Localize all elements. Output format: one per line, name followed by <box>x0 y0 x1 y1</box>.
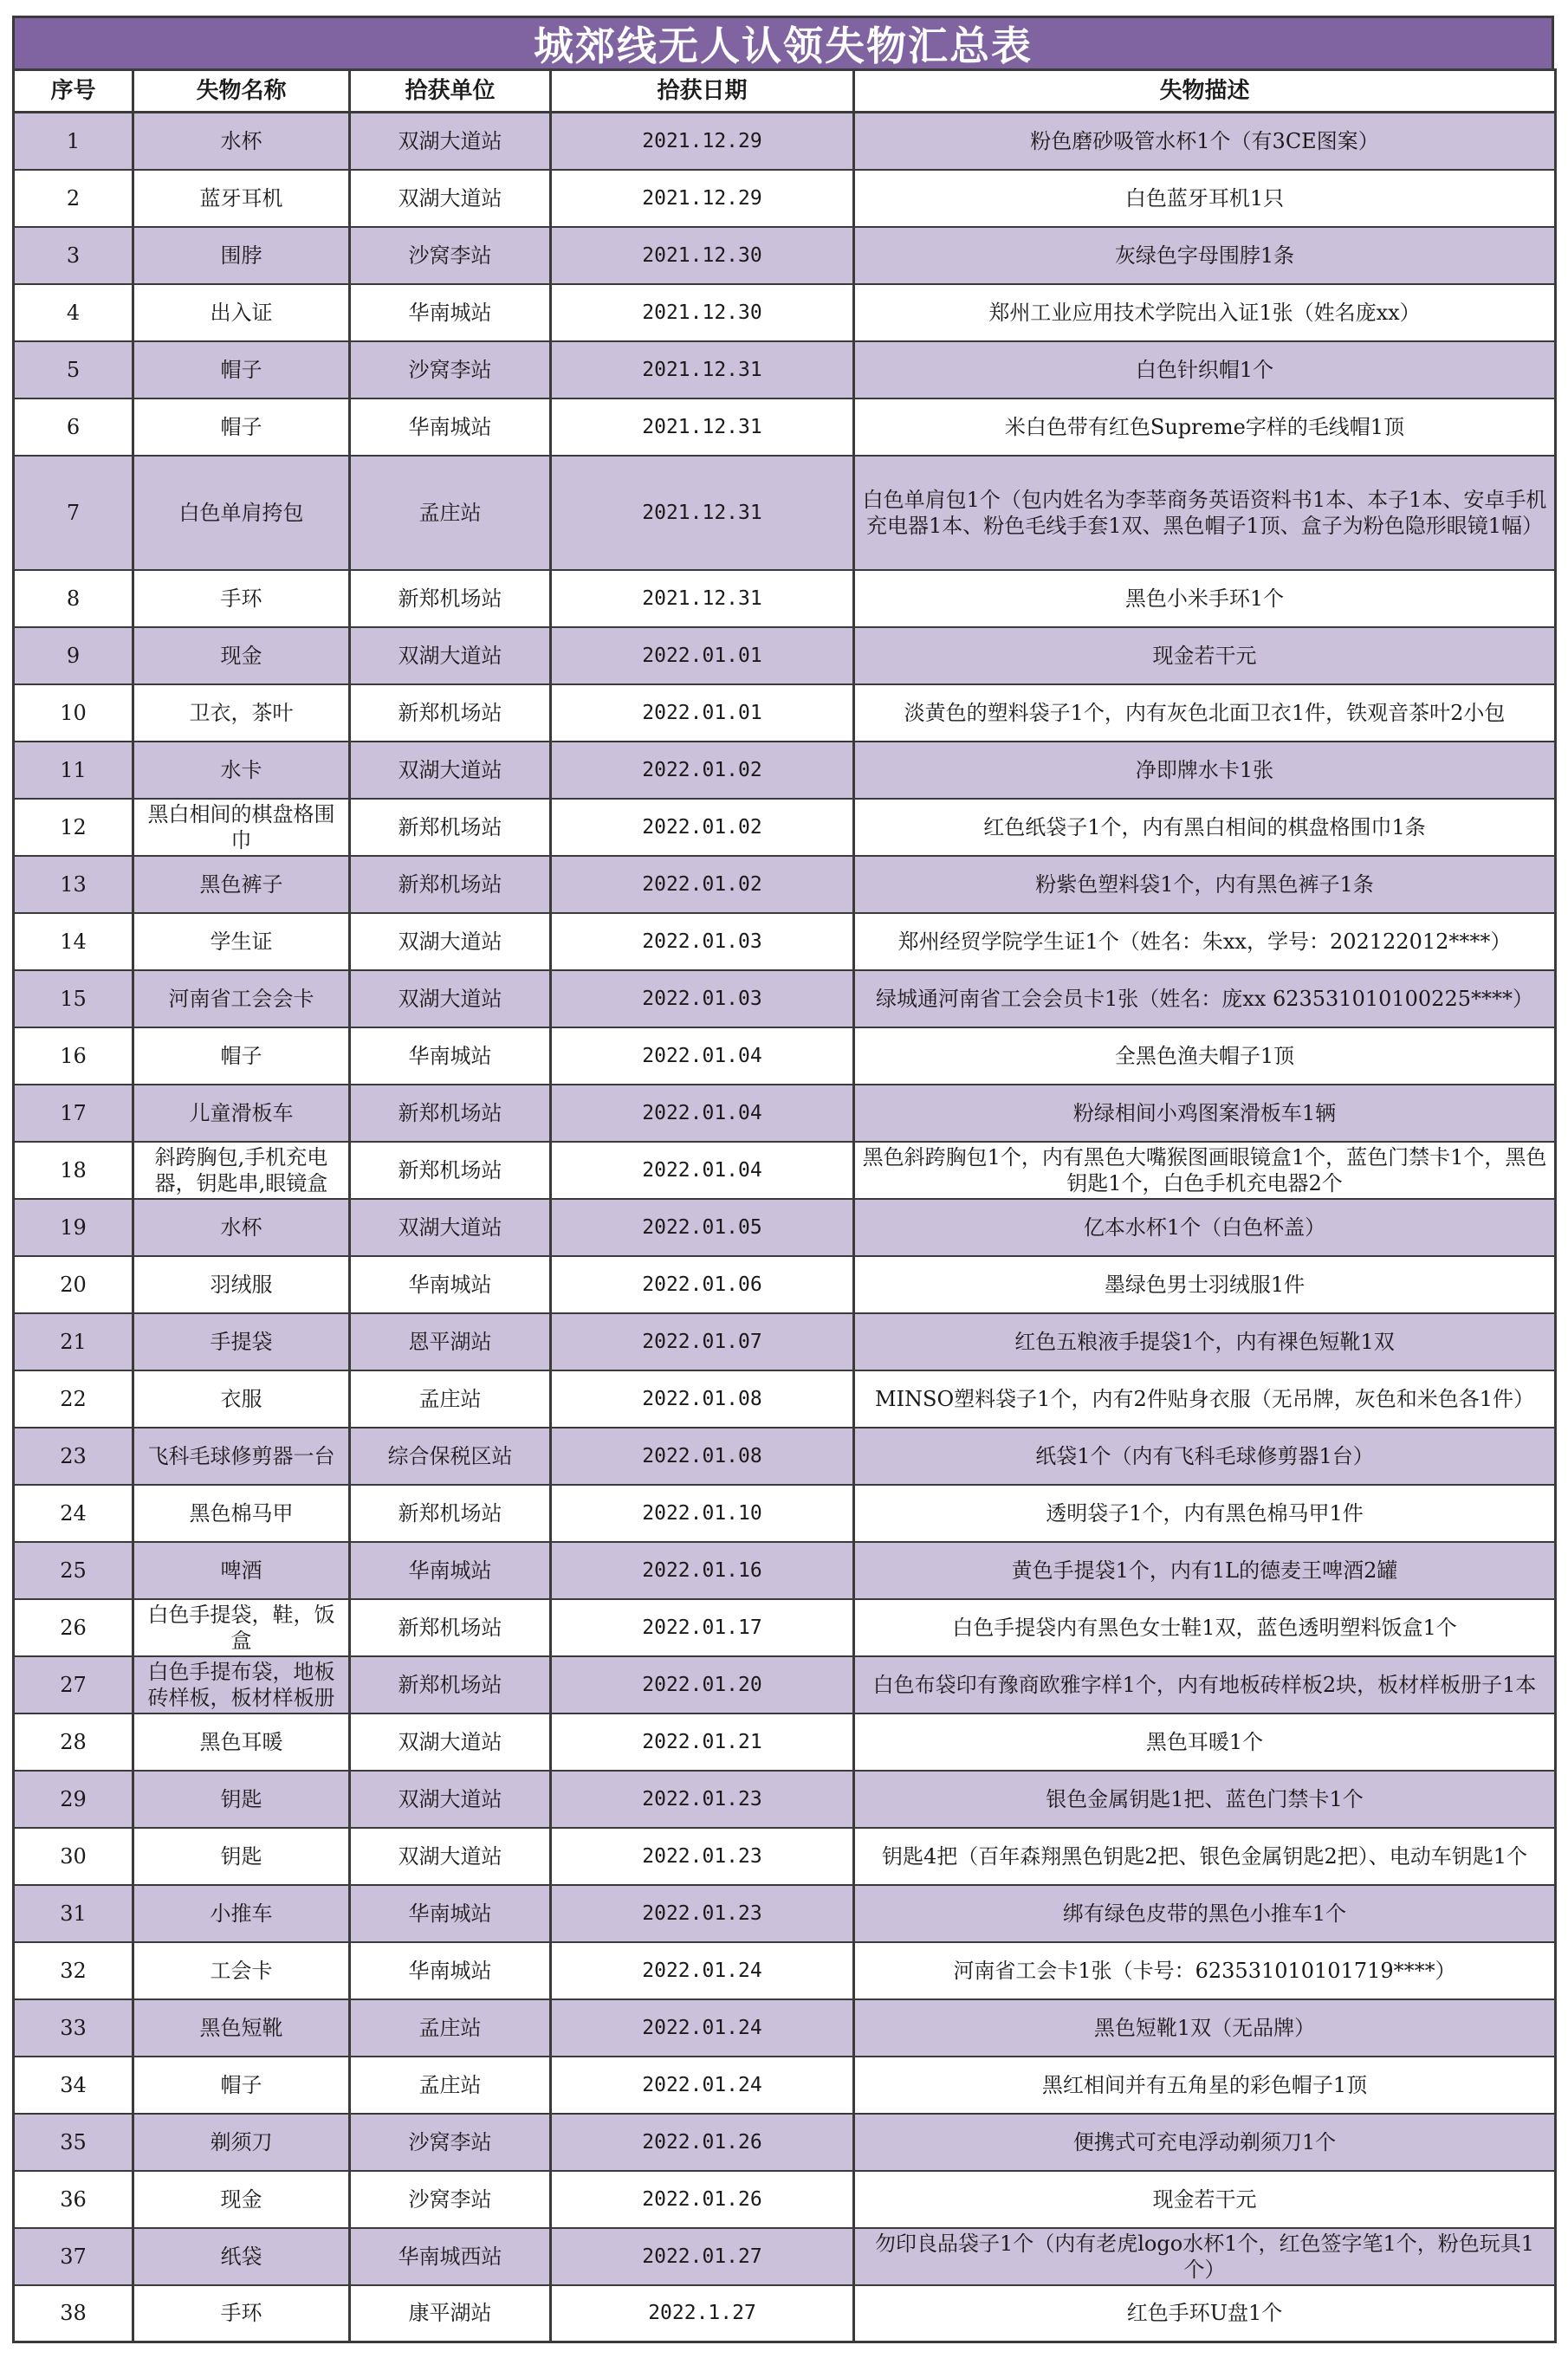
cell-no: 3 <box>14 227 133 284</box>
cell-date: 2021.12.31 <box>551 398 854 456</box>
cell-name: 手环 <box>133 570 350 627</box>
table-row <box>14 170 1556 227</box>
cell-desc: 淡黄色的塑料袋子1个，内有灰色北面卫衣1件，铁观音茶叶2小包 <box>854 684 1556 742</box>
cell-no: 34 <box>14 2057 133 2114</box>
table-row <box>14 1713 1556 1771</box>
table-row <box>14 1599 1556 1656</box>
cell-name: 出入证 <box>133 284 350 341</box>
cell-unit: 双湖大道站 <box>350 742 551 799</box>
cell-no: 14 <box>14 913 133 970</box>
cell-desc: 白色针织帽1个 <box>854 341 1556 398</box>
cell-date: 2022.01.06 <box>551 1256 854 1313</box>
cell-desc: 郑州经贸学院学生证1个（姓名：朱xx，学号：202122012****） <box>854 913 1556 970</box>
cell-date: 2022.01.02 <box>551 742 854 799</box>
table-row <box>14 2285 1556 2342</box>
cell-date: 2021.12.31 <box>551 456 854 570</box>
cell-no: 37 <box>14 2228 133 2285</box>
header-unit: 拾获单位 <box>350 70 551 113</box>
cell-unit: 华南城站 <box>350 1256 551 1313</box>
cell-no: 32 <box>14 1942 133 1999</box>
cell-unit: 华南城站 <box>350 1942 551 1999</box>
table-row <box>14 1428 1556 1485</box>
cell-desc: 全黑色渔夫帽子1顶 <box>854 1027 1556 1085</box>
cell-unit: 沙窝李站 <box>350 341 551 398</box>
cell-desc: 红色纸袋子1个，内有黑白相间的棋盘格围巾1条 <box>854 799 1556 856</box>
cell-no: 9 <box>14 627 133 684</box>
cell-desc: 黑色耳暖1个 <box>854 1713 1556 1771</box>
cell-name: 蓝牙耳机 <box>133 170 350 227</box>
cell-name: 啤酒 <box>133 1542 350 1599</box>
cell-date: 2022.01.24 <box>551 2057 854 2114</box>
cell-unit: 双湖大道站 <box>350 170 551 227</box>
cell-desc: 亿本水杯1个（白色杯盖） <box>854 1199 1556 1256</box>
table-row <box>14 1771 1556 1828</box>
cell-date: 2022.01.08 <box>551 1428 854 1485</box>
cell-desc: 红色五粮液手提袋1个，内有裸色短靴1双 <box>854 1313 1556 1370</box>
header-name: 失物名称 <box>133 70 350 113</box>
cell-date: 2022.01.03 <box>551 913 854 970</box>
cell-desc: 黑色短靴1双（无品牌） <box>854 1999 1556 2057</box>
cell-no: 5 <box>14 341 133 398</box>
cell-name: 钥匙 <box>133 1828 350 1885</box>
table-row <box>14 1542 1556 1599</box>
cell-name: 纸袋 <box>133 2228 350 2285</box>
cell-date: 2022.01.04 <box>551 1085 854 1142</box>
cell-name: 剃须刀 <box>133 2114 350 2171</box>
cell-date: 2022.01.07 <box>551 1313 854 1370</box>
cell-unit: 双湖大道站 <box>350 913 551 970</box>
cell-no: 10 <box>14 684 133 742</box>
cell-unit: 双湖大道站 <box>350 113 551 170</box>
cell-name: 工会卡 <box>133 1942 350 1999</box>
lost-items-table <box>12 68 1557 2343</box>
cell-date: 2022.01.20 <box>551 1656 854 1713</box>
cell-no: 23 <box>14 1428 133 1485</box>
cell-unit: 华南城站 <box>350 398 551 456</box>
cell-no: 36 <box>14 2171 133 2228</box>
cell-date: 2022.01.02 <box>551 799 854 856</box>
cell-desc: 白色手提袋内有黑色女士鞋1双，蓝色透明塑料饭盒1个 <box>854 1599 1556 1656</box>
cell-no: 2 <box>14 170 133 227</box>
table-row <box>14 1828 1556 1885</box>
cell-no: 18 <box>14 1142 133 1199</box>
cell-desc: MINSO塑料袋子1个，内有2件贴身衣服（无吊牌，灰色和米色各1件） <box>854 1370 1556 1428</box>
cell-unit: 孟庄站 <box>350 1370 551 1428</box>
cell-name: 黑白相间的棋盘格围巾 <box>133 799 350 856</box>
cell-desc: 纸袋1个（内有飞科毛球修剪器1台） <box>854 1428 1556 1485</box>
cell-desc: 黄色手提袋1个，内有1L的德麦王啤酒2罐 <box>854 1542 1556 1599</box>
cell-desc: 灰绿色字母围脖1条 <box>854 227 1556 284</box>
cell-desc: 黑色斜跨胸包1个，内有黑色大嘴猴图画眼镜盒1个，蓝色门禁卡1个，黑色钥匙1个，白色手机充电器2个 <box>854 1142 1556 1199</box>
cell-no: 26 <box>14 1599 133 1656</box>
cell-name: 斜跨胸包,手机充电器，钥匙串,眼镜盒 <box>133 1142 350 1199</box>
cell-unit: 双湖大道站 <box>350 627 551 684</box>
cell-unit: 新郑机场站 <box>350 570 551 627</box>
table-row <box>14 1999 1556 2057</box>
cell-unit: 华南城站 <box>350 1542 551 1599</box>
cell-desc: 白色单肩包1个（包内姓名为李莘商务英语资料书1本、本子1本、安卓手机充电器1本、粉色毛线手套1双、黑色帽子1顶、盒子为粉色隐形眼镜1幅） <box>854 456 1556 570</box>
cell-unit: 双湖大道站 <box>350 1828 551 1885</box>
cell-unit: 新郑机场站 <box>350 1142 551 1199</box>
table-row <box>14 341 1556 398</box>
cell-desc: 净即牌水卡1张 <box>854 742 1556 799</box>
cell-date: 2021.12.30 <box>551 284 854 341</box>
cell-date: 2022.01.24 <box>551 1999 854 2057</box>
cell-name: 黑色短靴 <box>133 1999 350 2057</box>
cell-no: 20 <box>14 1256 133 1313</box>
cell-no: 16 <box>14 1027 133 1085</box>
cell-name: 水卡 <box>133 742 350 799</box>
cell-name: 小推车 <box>133 1885 350 1942</box>
cell-no: 35 <box>14 2114 133 2171</box>
cell-date: 2022.01.02 <box>551 856 854 913</box>
cell-no: 7 <box>14 456 133 570</box>
cell-unit: 双湖大道站 <box>350 1199 551 1256</box>
cell-unit: 新郑机场站 <box>350 1599 551 1656</box>
cell-desc: 黑色小米手环1个 <box>854 570 1556 627</box>
cell-name: 帽子 <box>133 1027 350 1085</box>
cell-date: 2021.12.30 <box>551 227 854 284</box>
cell-unit: 新郑机场站 <box>350 799 551 856</box>
cell-no: 28 <box>14 1713 133 1771</box>
cell-desc: 郑州工业应用技术学院出入证1张（姓名庞xx） <box>854 284 1556 341</box>
cell-date: 2022.01.08 <box>551 1370 854 1428</box>
page-title: 城郊线无人认领失物汇总表 <box>534 23 1033 69</box>
cell-desc: 米白色带有红色Supreme字样的毛线帽1顶 <box>854 398 1556 456</box>
table-row <box>14 856 1556 913</box>
cell-name: 羽绒服 <box>133 1256 350 1313</box>
cell-date: 2022.01.01 <box>551 627 854 684</box>
cell-desc: 白色布袋印有豫商欧雅字样1个，内有地板砖样板2块，板材样板册子1本 <box>854 1656 1556 1713</box>
cell-name: 黑色耳暖 <box>133 1713 350 1771</box>
table-row <box>14 742 1556 799</box>
cell-desc: 绿城通河南省工会会员卡1张（姓名：庞xx 623531010100225****） <box>854 970 1556 1027</box>
header-row <box>14 70 1556 113</box>
cell-no: 12 <box>14 799 133 856</box>
cell-name: 白色手提袋，鞋，饭盒 <box>133 1599 350 1656</box>
table-row <box>14 1199 1556 1256</box>
cell-no: 24 <box>14 1485 133 1542</box>
cell-name: 围脖 <box>133 227 350 284</box>
cell-unit: 孟庄站 <box>350 2057 551 2114</box>
table-row <box>14 970 1556 1027</box>
table-row <box>14 1885 1556 1942</box>
cell-unit: 孟庄站 <box>350 456 551 570</box>
cell-desc: 现金若干元 <box>854 627 1556 684</box>
table-row <box>14 1085 1556 1142</box>
table-row <box>14 799 1556 856</box>
cell-no: 31 <box>14 1885 133 1942</box>
cell-unit: 华南城站 <box>350 1885 551 1942</box>
cell-unit: 双湖大道站 <box>350 970 551 1027</box>
table-row <box>14 1142 1556 1199</box>
table-row <box>14 113 1556 170</box>
cell-unit: 华南城站 <box>350 284 551 341</box>
table-row <box>14 1942 1556 1999</box>
cell-date: 2022.01.03 <box>551 970 854 1027</box>
cell-no: 38 <box>14 2285 133 2342</box>
cell-date: 2022.01.10 <box>551 1485 854 1542</box>
cell-date: 2022.01.27 <box>551 2228 854 2285</box>
cell-name: 帽子 <box>133 398 350 456</box>
cell-date: 2021.12.29 <box>551 170 854 227</box>
cell-no: 25 <box>14 1542 133 1599</box>
cell-unit: 康平湖站 <box>350 2285 551 2342</box>
table-row <box>14 2057 1556 2114</box>
table-row <box>14 1370 1556 1428</box>
table-body <box>14 113 1556 2342</box>
table-row <box>14 913 1556 970</box>
table-row <box>14 456 1556 570</box>
table-row <box>14 1656 1556 1713</box>
table-row <box>14 398 1556 456</box>
cell-no: 27 <box>14 1656 133 1713</box>
cell-desc: 墨绿色男士羽绒服1件 <box>854 1256 1556 1313</box>
cell-date: 2022.01.21 <box>551 1713 854 1771</box>
cell-no: 17 <box>14 1085 133 1142</box>
cell-date: 2022.01.26 <box>551 2114 854 2171</box>
cell-date: 2022.01.26 <box>551 2171 854 2228</box>
cell-unit: 双湖大道站 <box>350 1771 551 1828</box>
cell-name: 水杯 <box>133 1199 350 1256</box>
cell-date: 2022.01.23 <box>551 1885 854 1942</box>
cell-date: 2022.1.27 <box>551 2285 854 2342</box>
cell-no: 1 <box>14 113 133 170</box>
cell-unit: 沙窝李站 <box>350 2114 551 2171</box>
header-desc: 失物描述 <box>854 70 1556 113</box>
cell-date: 2022.01.24 <box>551 1942 854 1999</box>
cell-name: 白色手提布袋，地板砖样板，板材样板册 <box>133 1656 350 1713</box>
table-row <box>14 1313 1556 1370</box>
cell-unit: 新郑机场站 <box>350 1656 551 1713</box>
cell-name: 河南省工会会卡 <box>133 970 350 1027</box>
cell-no: 33 <box>14 1999 133 2057</box>
cell-name: 手提袋 <box>133 1313 350 1370</box>
cell-date: 2022.01.05 <box>551 1199 854 1256</box>
cell-desc: 透明袋子1个，内有黑色棉马甲1件 <box>854 1485 1556 1542</box>
cell-no: 13 <box>14 856 133 913</box>
cell-date: 2022.01.01 <box>551 684 854 742</box>
table-row <box>14 2171 1556 2228</box>
cell-name: 帽子 <box>133 341 350 398</box>
cell-desc: 白色蓝牙耳机1只 <box>854 170 1556 227</box>
cell-unit: 综合保税区站 <box>350 1428 551 1485</box>
cell-date: 2022.01.23 <box>551 1828 854 1885</box>
cell-name: 帽子 <box>133 2057 350 2114</box>
cell-unit: 沙窝李站 <box>350 2171 551 2228</box>
cell-name: 卫衣，茶叶 <box>133 684 350 742</box>
cell-no: 8 <box>14 570 133 627</box>
lost-items-sheet <box>12 16 1554 2343</box>
cell-date: 2021.12.29 <box>551 113 854 170</box>
cell-unit: 华南城西站 <box>350 2228 551 2285</box>
cell-name: 水杯 <box>133 113 350 170</box>
cell-no: 29 <box>14 1771 133 1828</box>
cell-unit: 双湖大道站 <box>350 1713 551 1771</box>
cell-date: 2021.12.31 <box>551 570 854 627</box>
cell-unit: 华南城站 <box>350 1027 551 1085</box>
cell-name: 黑色棉马甲 <box>133 1485 350 1542</box>
cell-name: 儿童滑板车 <box>133 1085 350 1142</box>
cell-name: 学生证 <box>133 913 350 970</box>
table-row <box>14 227 1556 284</box>
cell-no: 4 <box>14 284 133 341</box>
table-row <box>14 627 1556 684</box>
cell-no: 6 <box>14 398 133 456</box>
cell-no: 22 <box>14 1370 133 1428</box>
cell-desc: 钥匙4把（百年森翔黑色钥匙2把、银色金属钥匙2把）、电动车钥匙1个 <box>854 1828 1556 1885</box>
cell-no: 15 <box>14 970 133 1027</box>
cell-desc: 现金若干元 <box>854 2171 1556 2228</box>
cell-unit: 新郑机场站 <box>350 684 551 742</box>
cell-desc: 黑红相间并有五角星的彩色帽子1顶 <box>854 2057 1556 2114</box>
cell-date: 2022.01.04 <box>551 1027 854 1085</box>
cell-name: 现金 <box>133 627 350 684</box>
header-date: 拾获日期 <box>551 70 854 113</box>
cell-desc: 银色金属钥匙1把、蓝色门禁卡1个 <box>854 1771 1556 1828</box>
table-row <box>14 2228 1556 2285</box>
cell-unit: 新郑机场站 <box>350 1085 551 1142</box>
cell-desc: 绑有绿色皮带的黑色小推车1个 <box>854 1885 1556 1942</box>
cell-desc: 粉绿相间小鸡图案滑板车1辆 <box>854 1085 1556 1142</box>
cell-desc: 粉色磨砂吸管水杯1个（有3CE图案） <box>854 113 1556 170</box>
cell-date: 2022.01.16 <box>551 1542 854 1599</box>
cell-desc: 粉紫色塑料袋1个，内有黑色裤子1条 <box>854 856 1556 913</box>
cell-date: 2022.01.17 <box>551 1599 854 1656</box>
cell-name: 黑色裤子 <box>133 856 350 913</box>
cell-name: 衣服 <box>133 1370 350 1428</box>
cell-name: 白色单肩挎包 <box>133 456 350 570</box>
cell-unit: 恩平湖站 <box>350 1313 551 1370</box>
cell-no: 11 <box>14 742 133 799</box>
cell-date: 2022.01.04 <box>551 1142 854 1199</box>
cell-name: 钥匙 <box>133 1771 350 1828</box>
table-row <box>14 684 1556 742</box>
cell-unit: 孟庄站 <box>350 1999 551 2057</box>
table-row <box>14 1485 1556 1542</box>
cell-no: 21 <box>14 1313 133 1370</box>
title-bar <box>12 16 1554 68</box>
table-row <box>14 570 1556 627</box>
cell-unit: 沙窝李站 <box>350 227 551 284</box>
table-row <box>14 2114 1556 2171</box>
cell-desc: 勿印良品袋子1个（内有老虎logo水杯1个，红色签字笔1个，粉色玩具1个） <box>854 2228 1556 2285</box>
header-no: 序号 <box>14 70 133 113</box>
cell-unit: 新郑机场站 <box>350 1485 551 1542</box>
cell-name: 现金 <box>133 2171 350 2228</box>
cell-desc: 红色手环U盘1个 <box>854 2285 1556 2342</box>
cell-unit: 新郑机场站 <box>350 856 551 913</box>
cell-name: 手环 <box>133 2285 350 2342</box>
cell-date: 2021.12.31 <box>551 341 854 398</box>
cell-name: 飞科毛球修剪器一台 <box>133 1428 350 1485</box>
table-row <box>14 1027 1556 1085</box>
cell-desc: 便携式可充电浮动剃须刀1个 <box>854 2114 1556 2171</box>
cell-no: 30 <box>14 1828 133 1885</box>
table-row <box>14 1256 1556 1313</box>
cell-no: 19 <box>14 1199 133 1256</box>
table-row <box>14 284 1556 341</box>
cell-desc: 河南省工会卡1张（卡号：623531010101719****） <box>854 1942 1556 1999</box>
cell-date: 2022.01.23 <box>551 1771 854 1828</box>
